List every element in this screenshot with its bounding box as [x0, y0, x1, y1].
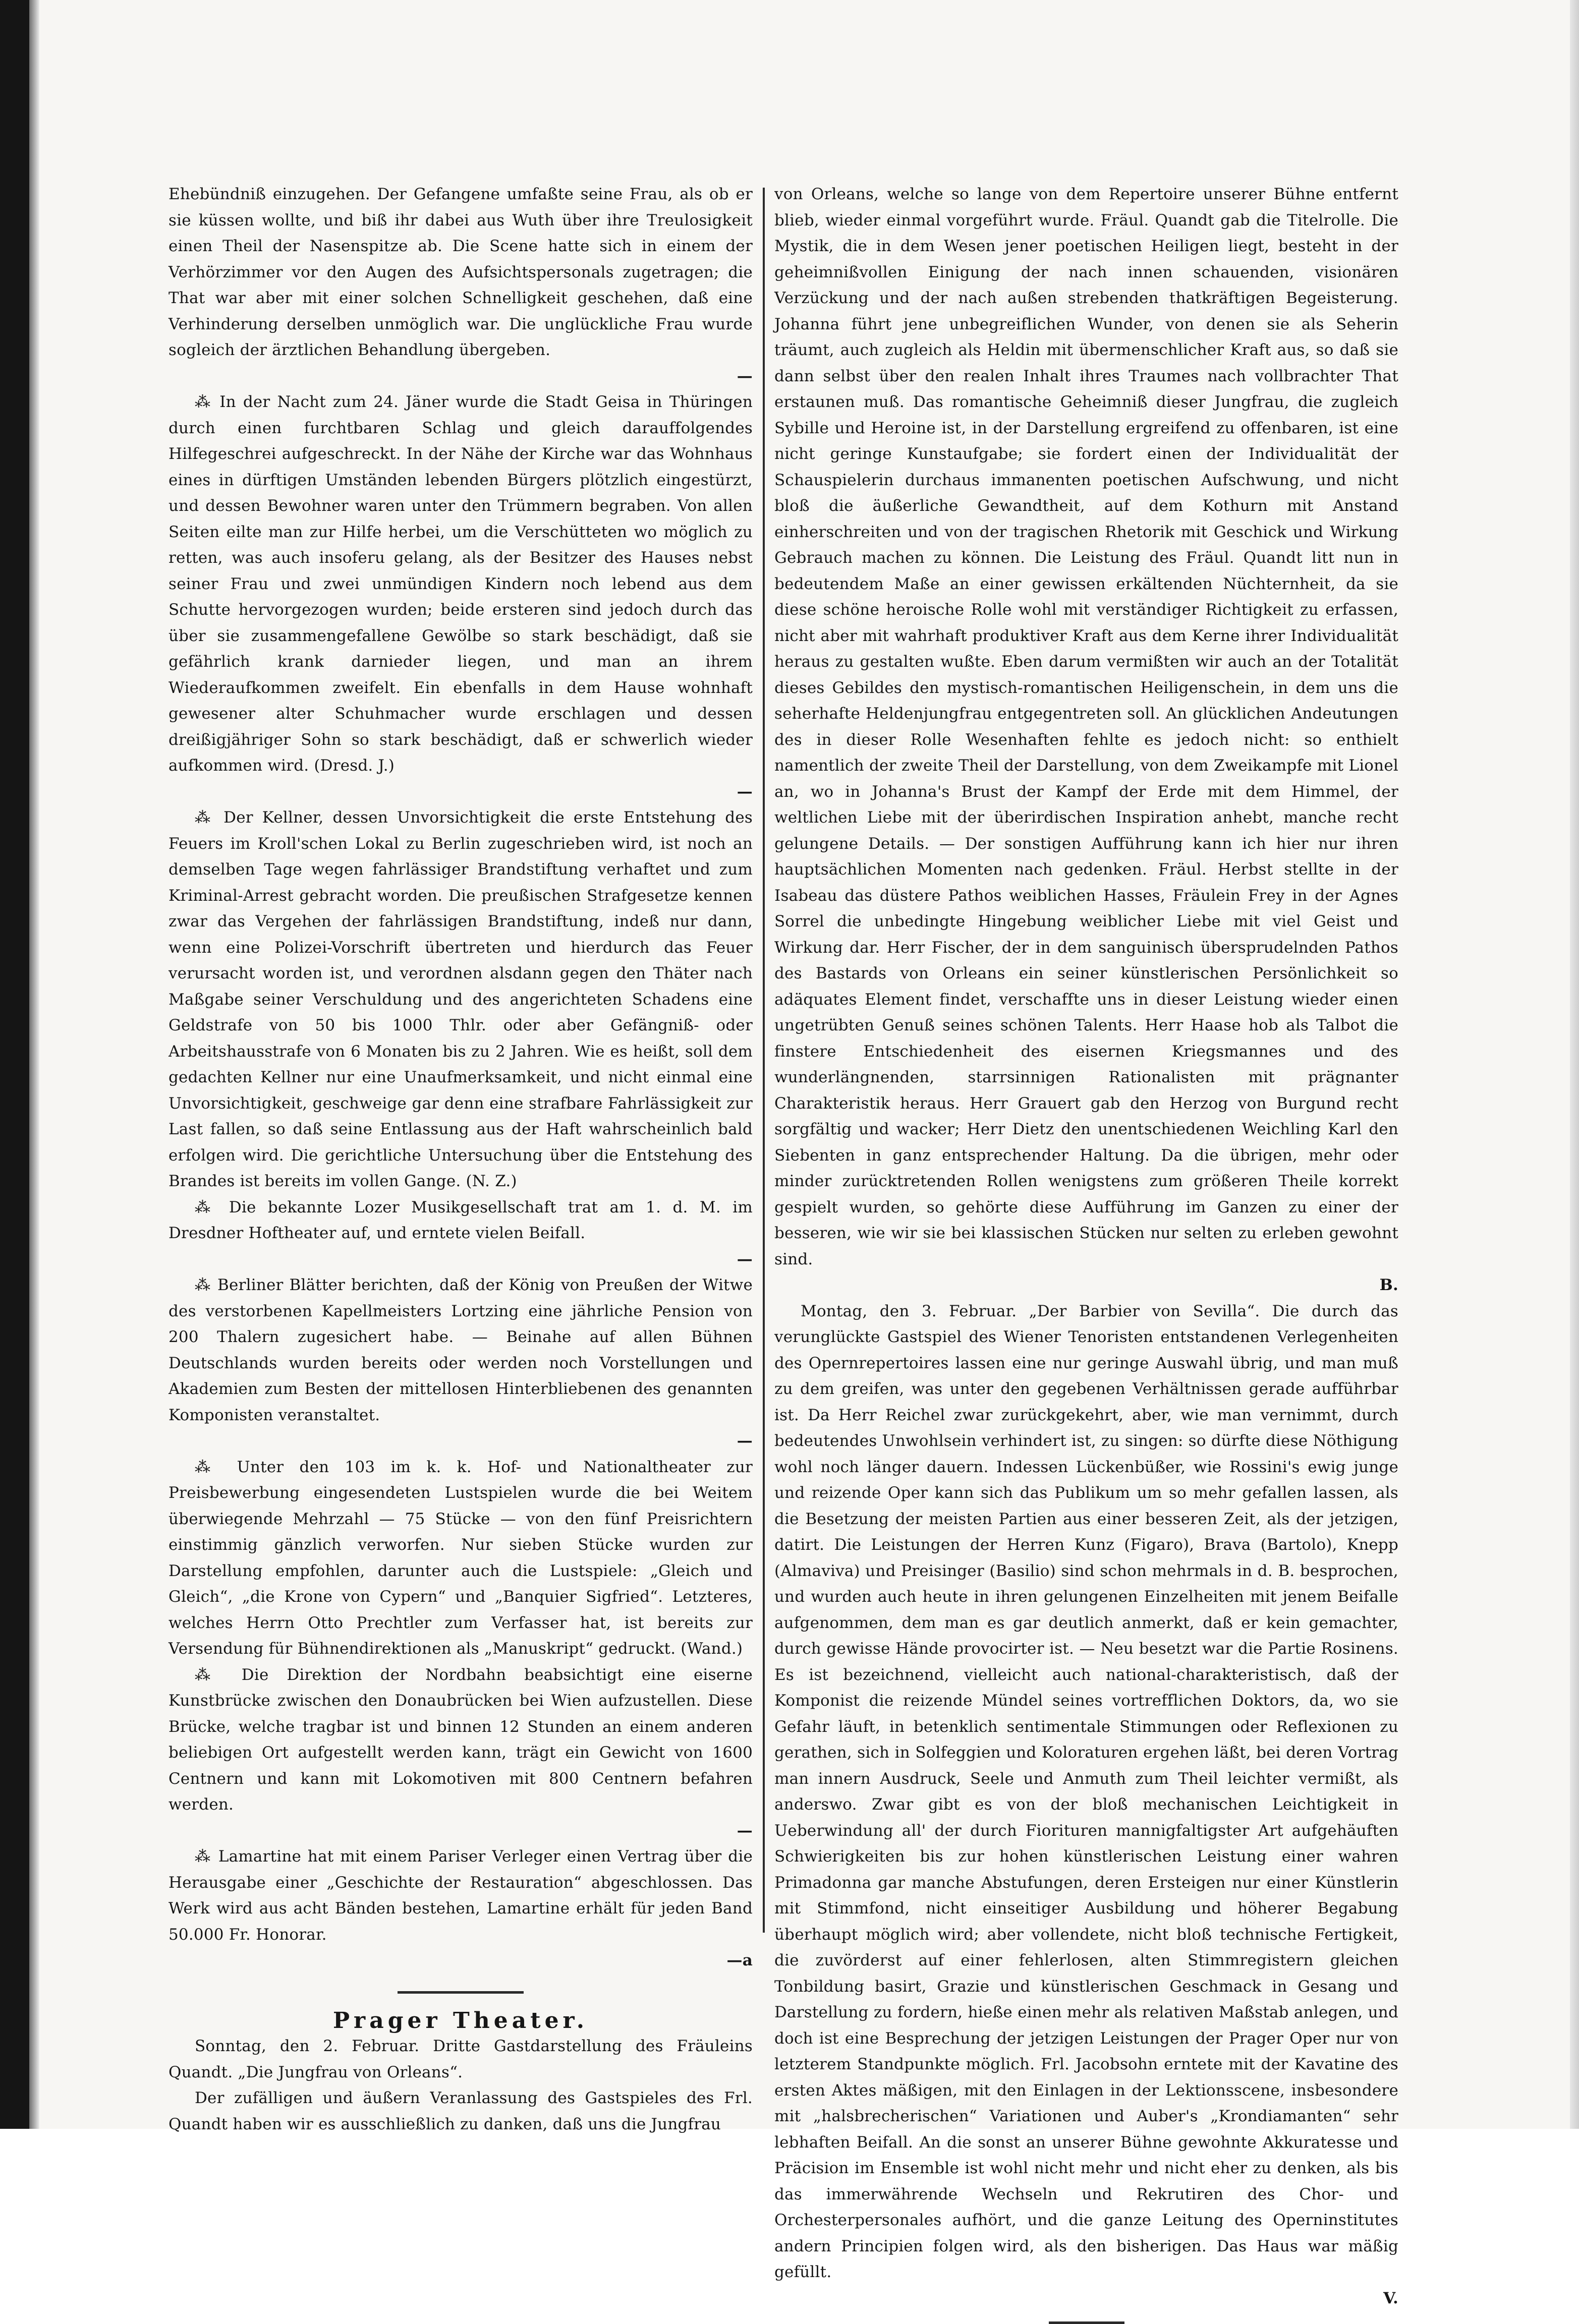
section-divider	[398, 1991, 524, 1994]
article-paragraph: ⁂ Die Direktion der Nordbahn beabsichtigt eine eiserne Kunstbrücke zwischen den Donaubrücken bei Wien aufzustellen. Diese Brücke, welche tragbar ist und binnen 12 Stunden an einem anderen beliebigen Ort aufgestellt werden kann, trägt ein Gewicht von 1600 Centnern und kann mit Lokomotiven mit 800 Centnern befahren werden.	[168, 1665, 753, 1814]
article-signature: —	[737, 782, 753, 801]
review-paragraph: Montag, den 3. Februar. „Der Barbier von Sevilla“. Die durch das verunglückte Gastspiel des Wiener Tenoristen entstandenen Verlegenheiten des Opernrepertoires lassen eine nur geringe Auswahl übrig, und man muß zu dem greifen, was unter den gegebenen Verhältnissen gerade aufführbar ist. Da Herr Reichel zwar zurückgekehrt, aber, wie man vernimmt, durch bedeutendes Unwohlsein verhindert ist, zu singen: so dürfte diese Nöthigung wohl noch länger dauern. Indessen Lückenbüßer, wie Rossini's ewig junge und reizende Oper kann sich das Publikum um so mehr gefallen lassen, als die Besetzung der meisten Partien aus einer besseren Zeit, als der jetzigen, datirt. Die Leistungen der Herren Kunz (Figaro), Brava (Bartolo), Knepp (Almaviva) und Preisinger (Basilio) sind schon mehrmals in d. B. besprochen, und wurden auch heute in ihren gelungenen Einzelheiten mit jenem Beifalle aufgenommen, dem man es gar deutlich anmerkt, daß er kein gemachter, durch gewisse Hände provocirter ist. — Neu besetzt war die Partie Rosinens. Es ist bezeichnend, vielleicht auch national-charakteristisch, daß der Komponist die reizende Mündel seines vortrefflichen Doktors, da, wo sie Gefahr läuft, in betenklich sentimentale Stimmungen oder Reflexionen zu gerathen, sich in Solfeggien und Koloraturen ergehen läßt, bei deren Vortrag man innern Ausdruck, Seele und Anmuth zum Theil leichter vermißt, als anderswo. Zwar gibt es von der bloß mechanischen Leichtigkeit in Ueberwindung all' der durch Fiorituren mannigfaltigster Art aufgehäuften Schwierigkeiten bis zur hohen künstlerischen Leistung einer wahren Primadonna gar manche Abstufungen, deren Ersteigen nur einer Künstlerin mit Stimmfond, nicht einseitiger Ausbildung und höherer Begabung überhaupt möglich wird; aber vollendete, nicht bloß technische Fertigkeit, die zuvörderst auf einer fehlerlosen, alten Stimmregistern gleichen Tonbildung basirt, Grazie und künstlerischen Geschmack in Gesang und Darstellung zu fordern, hieße einen mehr als relativen Maßstab anlegen, und doch ist eine Besprechung der jetzigen Leistungen der Prager Oper nur von letzterem Standpunkte möglich. Frl. Jacobsohn erntete mit der Kavatine des ersten Aktes mäßigen, mit den Einlagen in der Lektionsscene, insbesondere mit „halsbrecherischen“ Variationen und Auber's „Krondiamanten“ sehr lebhaften Beifall. An die sonst an unserer Bühne gewohnte Akkuratesse und Präcision im Ensemble ist wohl nicht mehr und nicht eher zu denken, als bis das immerwährende Wechseln und Rekrutiren des Chor- und Orchesterpersonales aufhört, und die ganze Leitung des Operninstitutes andern Principien folgen wird, als den bisherigen. Das Haus war mäßig gefüllt.	[774, 1302, 1398, 2281]
left-column	[168, 182, 753, 2137]
theater-intro: Sonntag, den 2. Februar. Dritte Gastdarstellung des Fräuleins Quandt. „Die Jungfrau von Orleans“.	[168, 2037, 753, 2081]
article-signature: —	[737, 1432, 753, 1450]
article-paragraph: ⁂ Berliner Blätter berichten, daß der König von Preußen der Witwe des verstorbenen Kapellmeisters Lortzing eine jährliche Pension von 200 Thalern zugesichert habe. — Beinahe auf allen Bühnen Deutschlands wurden bereits oder werden noch Vorstellungen und Akademien zum Besten der mittellosen Hinterbliebenen des genannten Komponisten veranstaltet.	[168, 1276, 753, 1424]
review-signature: B.	[1379, 1276, 1398, 1294]
scan-binding-edge	[0, 0, 29, 2129]
right-column	[774, 182, 1398, 2324]
section-title: Prager Theater.	[332, 2007, 589, 2034]
scan-right-edge	[1570, 0, 1579, 2129]
article-signature: —a	[726, 1951, 753, 1969]
article-paragraph: ⁂ In der Nacht zum 24. Jäner wurde die Stadt Geisa in Thüringen durch einen furchtbaren Schlag und gleich darauffolgendes Hilfegeschrei aufgeschreckt. In der Nähe der Kirche war das Wohnhaus eines in dürftigen Umständen lebenden Bürgers plötzlich eingestürzt, und dessen Bewohner waren unter den Trümmern begraben. Von allen Seiten eilte man zur Hilfe herbei, um die Verschütteten wo möglich zu retten, was auch insoferu gelang, als der Besitzer des Hauses nebst seiner Frau und zwei unmündigen Kindern noch lebend aus dem Schutte hervorgezogen wurden; beide ersteren sind jedoch durch das über sie zusammengefallene Gewölbe so stark beschädigt, daß sie gefährlich krank darnieder liegen, und man an ihrem Wiederaufkommen zweifelt. Ein ebenfalls in dem Hause wohnhaft gewesener alter Schuhmacher wurde erschlagen und dessen dreißigjähriger Sohn so stark beschädigt, daß er schwerlich wieder aufkommen wird. (Dresd. J.)	[168, 393, 753, 775]
article-signature: —	[737, 1821, 753, 1840]
article-paragraph: ⁂ Unter den 103 im k. k. Hof- und Nationaltheater zur Preisbewerbung eingesendeten Lustspielen wurde die bei Weitem überwiegende Mehrzahl — 75 Stücke — von den fünf Preisrichtern einstimmig gänzlich verworfen. Nur sieben Stücke wurden zur Darstellung empfohlen, darunter auch die Lustspiele: „Gleich und Gleich“, „die Krone von Cypern“ und „Banquier Sigfried“. Letzteres, welches Herrn Otto Prechtler zum Verfasser hat, ist bereits zur Versendung für Bühnendirektionen als „Manuskript“ gedruckt. (Wand.)	[168, 1458, 753, 1658]
column-divider	[763, 188, 765, 1933]
scan-binding-shadow	[29, 0, 39, 2129]
article-signature: —	[737, 1250, 753, 1268]
article-paragraph: Ehebündniß einzugehen. Der Gefangene umfaßte seine Frau, als ob er sie küssen wollte, und biß ihr dabei aus Wuth über ihre Treulosigkeit einen Theil der Nasenspitze ab. Die Scene hatte sich in einem der Verhörzimmer vor den Augen des Aufsichtspersonals zugetragen; die That war aber mit einer solchen Schnelligkeit geschehen, daß eine Verhinderung derselben unmöglich war. Die unglückliche Frau wurde sogleich der ärztlichen Behandlung übergeben.	[168, 185, 753, 359]
review-paragraph: von Orleans, welche so lange von dem Repertoire unserer Bühne entfernt blieb, wieder einmal vorgeführt wurde. Fräul. Quandt gab die Titelrolle. Die Mystik, die in dem Wesen jener poetischen Heiligen liegt, besteht in der geheimnißvollen Einigung der nach innen schauenden, visionären Verzückung und der nach außen strebenden thatkräftigen Begeisterung. Johanna führt jene unbegreiflichen Wunder, von denen sie als Seherin träumt, auch zugleich als Heldin mit übermenschlicher Kraft aus, so daß sie dann selbst über den realen Inhalt ihres Traumes nach vollbrachter That erstaunen muß. Das romantische Geheimniß dieser Jungfrau, die zugleich Sybille und Heroine ist, in der Darstellung ergreifend zu offenbaren, ist eine nicht geringe Kunstaufgabe; sie fordert einen der Individualität der Schauspielerin durchaus immanenten poetischen Aufschwung, und nicht bloß die äußerliche Gewandtheit, auf dem Kothurn mit Anstand einherschreiten und von der tragischen Rhetorik mit Geschick und Wirkung Gebrauch machen zu können. Die Leistung des Fräul. Quandt litt nun in bedeutendem Maße an einer gewissen erkältenden Nüchternheit, da sie diese schöne heroische Rolle wohl mit verständiger Richtigkeit zu erfassen, nicht aber mit wahrhaft produktiver Kraft aus dem Kerne ihrer Individualität heraus zu gestalten wußte. Eben darum vermißten wir auch an der Totalität dieses Gebildes den mystisch-romantischen Heiligenschein, in dem uns die seherhafte Heldenjungfrau entgegentreten soll. An glücklichen Andeutungen des in dieser Rolle Wesenhaften fehlte es jedoch nicht: so enthielt namentlich der zweite Theil der Darstellung, von dem Zweikampfe mit Lionel an, wo in Johanna's Brust der Kampf der Erde mit dem Himmel, der weltlichen Liebe mit der überirdischen Inspiration anhebt, manche recht gelungene Details. — Der sonstigen Aufführung kann ich hier nur ihren hauptsächlichen Momenten nach gedenken. Fräul. Herbst stellte in der Isabeau das düstere Pathos weiblichen Hasses, Fräulein Frey in der Agnes Sorrel die unbedingte Hingebung weiblicher Liebe mit viel Geist und Wirkung dar. Herr Fischer, der in dem sanguinisch übersprudelnden Pathos des Bastards von Orleans ein seiner künstlerischen Persönlichkeit so adäquates Element findet, verschaffte uns in dieser Leistung wieder einen ungetrübten Genuß seines schönen Talents. Herr Haase hob als Talbot die finstere Entschiedenheit des eisernen Kriegsmannes und des wunderlängnenden, starrsinnigen Rationalisten mit prägnanter Charakteristik heraus. Herr Grauert gab den Herzog von Burgund recht sorgfältig und wacker; Herr Dietz den unentschiedenen Weichling Karl den Siebenten in ganz entsprechender Haltung. Da die übrigen, mehr oder minder zurücktretenden Rollen wenigstens zum größeren Theile korrekt gespielt wurden, so gehörte diese Aufführung im Ganzen zu einer der besseren, wie wir sie bei klassischen Stücken nur selten zu erleben gewohnt sind.	[774, 185, 1398, 1268]
article-paragraph: Der zufälligen und äußern Veranlassung des Gastspieles des Frl. Quandt haben wir es ausschließlich zu danken, daß uns die Jungfrau	[168, 2089, 753, 2133]
section-divider	[1049, 2321, 1124, 2324]
article-paragraph: ⁂ Die bekannte Lozer Musikgesellschaft trat am 1. d. M. im Dresdner Hoftheater auf, und erntete vielen Beifall.	[168, 1198, 753, 1242]
article-paragraph: ⁂ Lamartine hat mit einem Pariser Verleger einen Vertrag über die Herausgabe einer „Geschichte der Restauration“ abgeschlossen. Das Werk wird aus acht Bänden bestehen, Lamartine erhält für jeden Band 50.000 Fr. Honorar.	[168, 1847, 753, 1944]
review-signature: V.	[1383, 2289, 1398, 2307]
article-paragraph: ⁂ Der Kellner, dessen Unvorsichtigkeit die erste Entstehung des Feuers im Kroll'schen Lokal zu Berlin zugeschrieben wird, ist noch an demselben Tage wegen fahrlässiger Brandstiftung verhaftet und zum Kriminal-Arrest gebracht worden. Die preußischen Strafgesetze kennen zwar das Vergehen der fahrlässigen Brandstiftung, indeß nur dann, wenn eine Polizei-Vorschrift übertreten und hierdurch das Feuer verursacht worden ist, und verordnen alsdann gegen den Thäter nach Maßgabe seiner Verschuldung und des angerichteten Schadens eine Geldstrafe von 50 bis 1000 Thlr. oder aber Gefängniß- oder Arbeitshausstrafe von 6 Monaten bis zu 2 Jahren. Wie es heißt, soll dem gedachten Kellner nur eine Unaufmerksamkeit, und nicht einmal eine Unvorsichtigkeit, geschweige gar denn eine strafbare Fahrlässigkeit zur Last fallen, so daß seine Entlassung aus der Haft wahrscheinlich bald erfolgen wird. Die gerichtliche Untersuchung über die Entstehung des Brandes ist bereits im vollen Gange. (N. Z.)	[168, 808, 753, 1190]
article-signature: —	[737, 367, 753, 385]
